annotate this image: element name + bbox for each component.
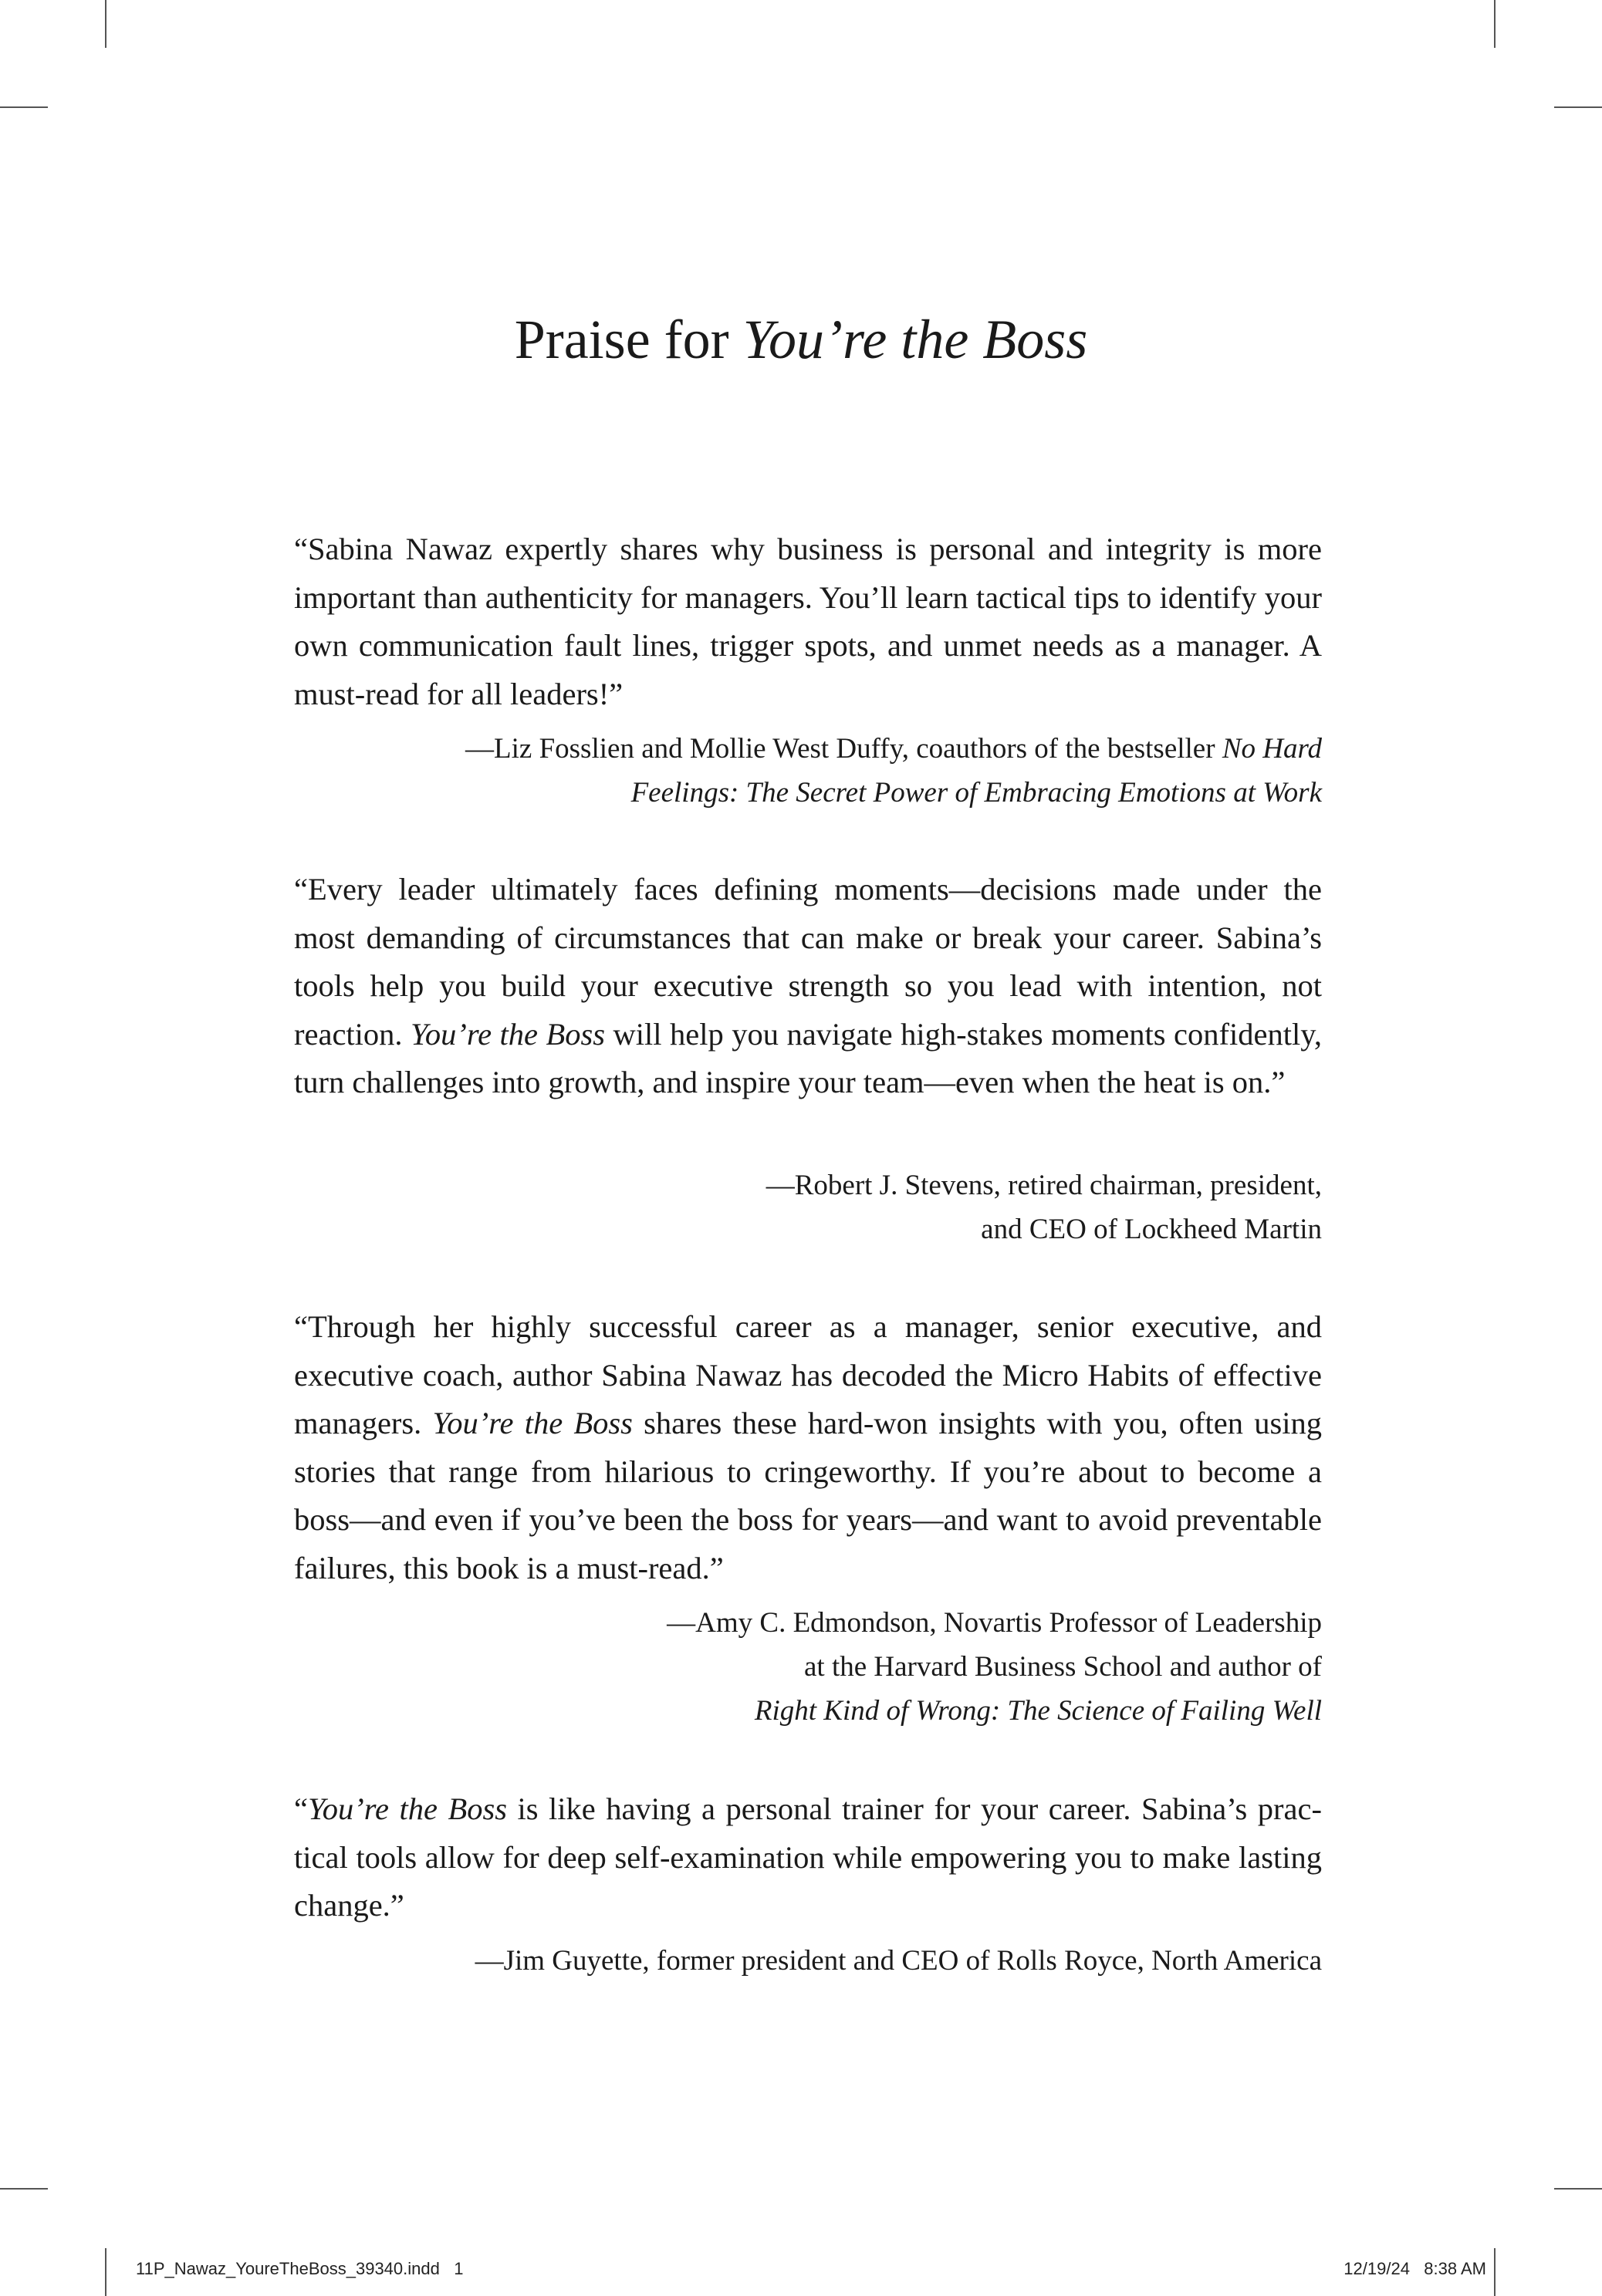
crop-mark-right-bottom (1554, 2188, 1602, 2190)
quote-2-attribution: —Robert J. Stevens, retired chairman, president, and CEO of Lockheed Martin (766, 1170, 1322, 1245)
crop-mark-bottom-left (105, 2248, 106, 2296)
quote-book-title: You’re the Boss (307, 1791, 507, 1826)
slug-filename: 11P_Nawaz_YoureTheBoss_39340.indd 1 (136, 2259, 464, 2278)
praise-quote-2: “Every leader ultimately faces defining moments—decisions made under the most demanding of circumstances that can make or break your career. Sabina’s tools help you build your executive strength so you lead with intention, not reaction. You’re the Boss will help you navigate high-stakes moments confidently, turn challenges into growth, and inspire your team—even when the heat is on.” (294, 872, 1322, 1099)
praise-quote-1: “Sabina Nawaz expertly shares why business is personal and integrity is more important than authenticity for managers. You’ll learn tactical tips to identify your own communication fault lines, trigger spots, and unmet needs as a manager. A must-read for all leaders!” (294, 532, 1322, 711)
attribution-book-title: Right Kind of Wrong: The Science of Failing Well (754, 1695, 1322, 1727)
quote-book-title: You’re the Boss (411, 1016, 606, 1052)
crop-mark-top-left (105, 0, 106, 48)
praise-quote-3: “Through her highly successful career as a manager, senior executive, and executive coach, author Sabina Nawaz has decoded the Micro Habits of effective managers. You’re the Boss shares these hard-won insights with you, often using stories that range from hilarious to cringeworthy. If you’re about to become a boss—and even if you’ve been the boss for years—and want to avoid preventable failures, this book is a must-read.” (294, 1309, 1322, 1585)
quote-1-attribution: —Liz Fosslien and Mollie West Duffy, coauthors of the bestseller No Hard Feelings: The Secret Power of Embracing Emotions at Work (465, 733, 1322, 809)
crop-mark-right-top (1554, 106, 1602, 108)
slug-datetime: 12/19/24 8:38 AM (1343, 2259, 1486, 2278)
quote-book-title: You’re the Boss (432, 1406, 633, 1440)
crop-mark-bottom-right (1494, 2248, 1496, 2296)
praise-quote-4: “You’re the Boss is like having a personal trainer for your career. Sabina’s practical tools allow for deep self-examination while empowering you to make lasting change.” (294, 1791, 1322, 1923)
title-book: You’re the Boss (742, 309, 1088, 370)
quote-3-attribution: —Amy C. Edmondson, Novartis Professor of Leadership at the Harvard Business School and author of Right Kind of Wrong: The Science of Failing Well (667, 1607, 1322, 1727)
quote-4-attribution: —Jim Guyette, former president and CEO of Rolls Royce, North America (475, 1945, 1322, 1977)
crop-mark-left-bottom (0, 2188, 48, 2190)
crop-mark-left-top (0, 106, 48, 108)
attribution-book-title: No Hard Feelings: The Secret Power of Embracing Emotions at Work (630, 733, 1322, 809)
page-title (0, 302, 1602, 376)
title-prefix: Praise for (514, 309, 743, 370)
crop-mark-top-right (1494, 0, 1496, 48)
